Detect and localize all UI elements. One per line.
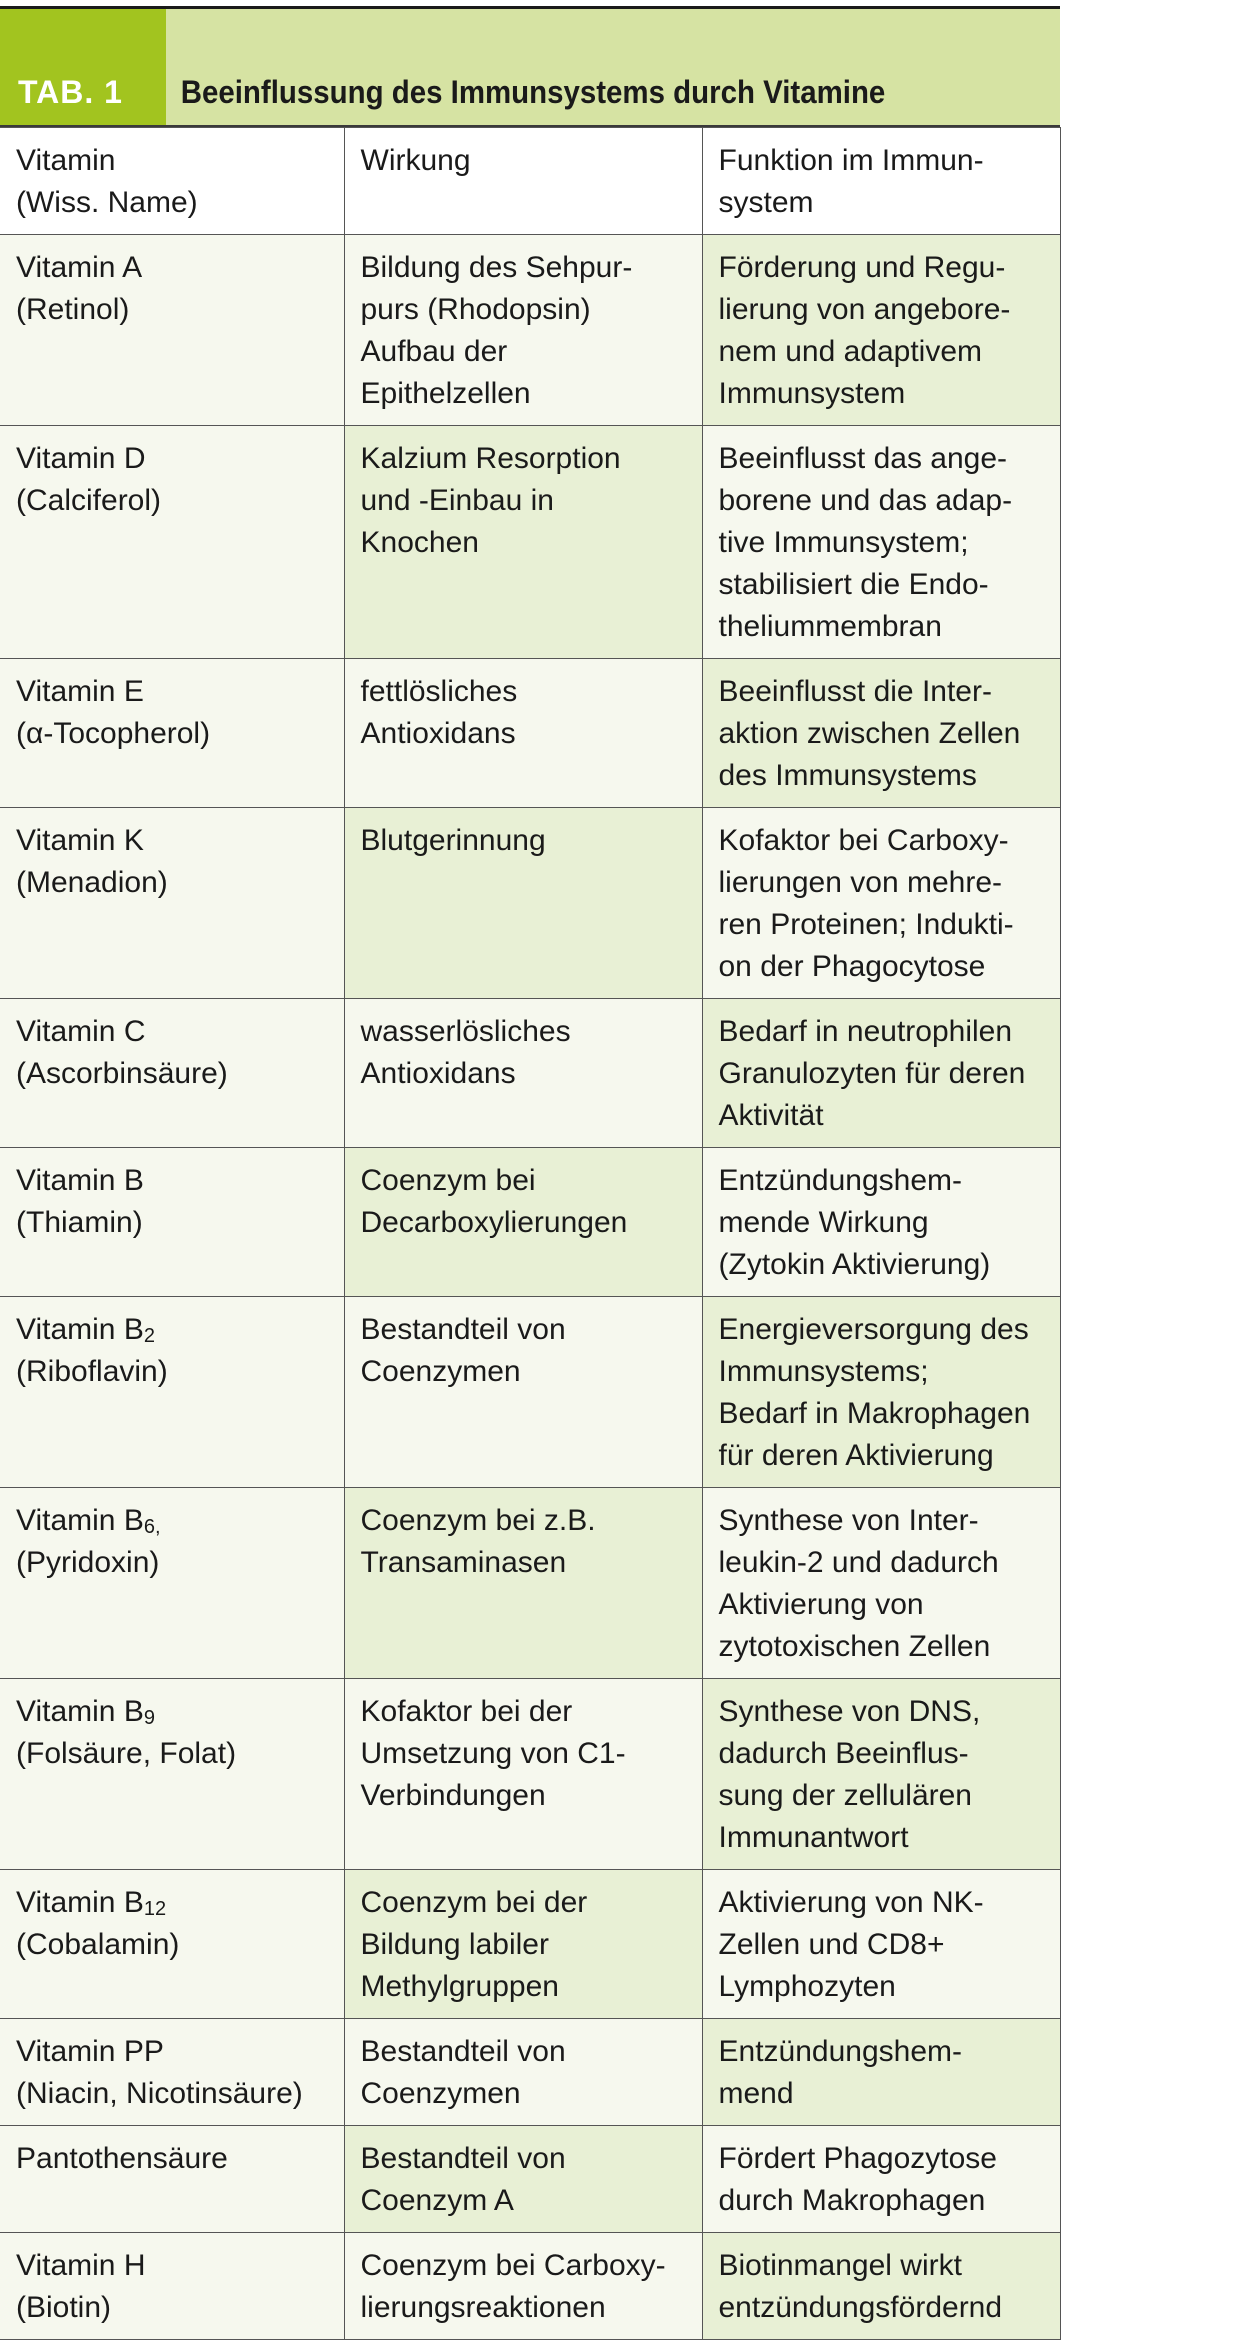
vitamin-name: Vitamin H [16, 2249, 146, 2282]
funktion-line: Kofaktor bei Carboxy- [718, 824, 1009, 857]
wirkung-line: purs (Rhodopsin) [360, 293, 591, 326]
wirkung-line: Coenzym bei [360, 1164, 536, 1197]
vitamin-name: Vitamin B [16, 1164, 144, 1197]
vitamin-label [16, 1882, 330, 1924]
vitamin-name: Vitamin A [16, 251, 143, 284]
table-row [0, 2126, 1060, 2233]
table-row [0, 1870, 1060, 2019]
wirkung-line: Coenzym bei Carboxy- [360, 2249, 666, 2282]
header-wirkung [344, 128, 702, 235]
header-vitamin [0, 128, 344, 235]
vitamin-label [16, 438, 330, 480]
funktion-line: (Zytokin Aktivierung) [718, 1248, 991, 1281]
funktion-line: Aktivierung von [718, 1588, 924, 1621]
cell-vitamin [0, 2126, 344, 2233]
cell-funktion [702, 659, 1060, 808]
cell-wirkung [344, 1870, 702, 2019]
scientific-name: (Cobalamin) [16, 1928, 180, 1961]
funktion-line: lierung von angebore- [718, 293, 1011, 326]
wirkung-line: Bestandteil von [360, 1313, 566, 1346]
cell-vitamin [0, 426, 344, 659]
wirkung-line: Knochen [360, 526, 479, 559]
cell-funktion [702, 1297, 1060, 1488]
funktion-line: entzündungsfördernd [718, 2291, 1003, 2324]
scientific-name: (Calciferol) [16, 484, 162, 517]
vitamin-name: Pantothensäure [16, 2142, 228, 2175]
scientific-name: (Menadion) [16, 866, 168, 899]
funktion-line: Synthese von Inter- [718, 1504, 979, 1537]
cell-funktion [702, 235, 1060, 426]
funktion-line: Beeinflusst die Inter- [718, 675, 992, 708]
vitamin-name: Vitamin D [16, 442, 146, 475]
funktion-line: Energieversorgung des [718, 1313, 1029, 1346]
funktion-line: on der Phagocytose [718, 950, 986, 983]
vitamin-label [16, 671, 330, 713]
cell-funktion [702, 2019, 1060, 2126]
funktion-line: Entzündungshem- [718, 1164, 962, 1197]
funktion-line: ren Proteinen; Indukti- [718, 908, 1014, 941]
vitamin-label [16, 1309, 330, 1351]
cell-wirkung [344, 1488, 702, 1679]
cell-wirkung [344, 1297, 702, 1488]
scientific-name: (Thiamin) [16, 1206, 143, 1239]
wirkung-line: Decarboxylierungen [360, 1206, 628, 1239]
vitamin-label [16, 1160, 330, 1202]
cell-wirkung [344, 659, 702, 808]
wirkung-line: fettlösliches [360, 675, 518, 708]
funktion-line: Biotinmangel wirkt [718, 2249, 962, 2282]
funktion-line: Immunsystem [718, 377, 906, 410]
header-vitamin-line: (Wiss. Name) [16, 186, 198, 219]
wirkung-line: Antioxidans [360, 717, 516, 750]
wirkung-line: Verbindungen [360, 1779, 546, 1812]
wirkung-line: Transaminasen [360, 1546, 567, 1579]
table-row [0, 2019, 1060, 2126]
funktion-line: Lymphozyten [718, 1970, 896, 2003]
vitamin-name: Vitamin B [16, 1313, 144, 1346]
wirkung-line: und -Einbau in [360, 484, 554, 517]
funktion-line: stabilisiert die Endo- [718, 568, 989, 601]
table-title: Beeinflussung des Immunsystems durch Vitamine [180, 74, 886, 110]
vitamin-label [16, 2138, 330, 2180]
funktion-line: sung der zellulären [718, 1779, 972, 1812]
cell-funktion [702, 808, 1060, 999]
vitamin-table [0, 6, 1060, 2340]
wirkung-line: Coenzym bei der [360, 1886, 588, 1919]
table-row [0, 2233, 1060, 2340]
wirkung-line: Bildung labiler [360, 1928, 549, 1961]
table-number-label: TAB. 1 [0, 9, 166, 125]
funktion-line: Aktivität [718, 1099, 824, 1132]
vitamin-label [16, 2031, 330, 2073]
cell-vitamin [0, 999, 344, 1148]
funktion-line: Synthese von DNS, [718, 1695, 981, 1728]
wirkung-line: Bildung des Sehpur- [360, 251, 633, 284]
funktion-line: des Immunsystems [718, 759, 977, 792]
scientific-name: (Pyridoxin) [16, 1546, 160, 1579]
cell-wirkung [344, 808, 702, 999]
cell-funktion [702, 426, 1060, 659]
vitamin-name: Vitamin B [16, 1886, 144, 1919]
vitamin-name: Vitamin B [16, 1504, 144, 1537]
funktion-line: Bedarf in Makrophagen [718, 1397, 1031, 1430]
wirkung-line: Antioxidans [360, 1057, 516, 1090]
wirkung-line: Coenzymen [360, 1355, 521, 1388]
vitamin-subscript: 9 [143, 1707, 155, 1729]
wirkung-line: Coenzym bei z.B. [360, 1504, 596, 1537]
funktion-line: Beeinflusst das ange- [718, 442, 1008, 475]
funktion-line: borene und das adap- [718, 484, 1013, 517]
funktion-line: dadurch Beeinflus- [718, 1737, 969, 1770]
table-title-bar [0, 9, 1060, 127]
funktion-line: tive Immunsystem; [718, 526, 969, 559]
cell-funktion [702, 2126, 1060, 2233]
scientific-name: (α-Tocopherol) [16, 717, 211, 750]
vitamin-subscript: 6, [143, 1516, 161, 1538]
cell-wirkung [344, 2126, 702, 2233]
vitamin-label [16, 247, 330, 289]
cell-wirkung [344, 1679, 702, 1870]
cell-funktion [702, 1488, 1060, 1679]
funktion-line: mende Wirkung [718, 1206, 929, 1239]
funktion-line: Bedarf in neutrophilen [718, 1015, 1013, 1048]
wirkung-line: Methylgruppen [360, 1970, 559, 2003]
cell-funktion [702, 1679, 1060, 1870]
table-header-row [0, 128, 1060, 235]
vitamin-data-table [0, 127, 1061, 2340]
cell-vitamin [0, 235, 344, 426]
vitamin-label [16, 1011, 330, 1053]
cell-funktion [702, 999, 1060, 1148]
table-row [0, 808, 1060, 999]
header-wirkung-line: Wirkung [360, 144, 471, 177]
cell-vitamin [0, 1870, 344, 2019]
header-vitamin-line: Vitamin [16, 144, 116, 177]
funktion-line: durch Makrophagen [718, 2184, 986, 2217]
vitamin-subscript: 12 [143, 1898, 167, 1920]
funktion-line: aktion zwischen Zellen [718, 717, 1021, 750]
funktion-line: zytotoxischen Zellen [718, 1630, 991, 1663]
scientific-name: (Folsäure, Folat) [16, 1737, 237, 1770]
funktion-line: theliummembran [718, 610, 942, 643]
funktion-line: mend [718, 2077, 794, 2110]
cell-funktion [702, 2233, 1060, 2340]
table-row [0, 659, 1060, 808]
cell-wirkung [344, 235, 702, 426]
vitamin-name: Vitamin B [16, 1695, 144, 1728]
vitamin-label [16, 2245, 330, 2287]
scientific-name: (Ascorbinsäure) [16, 1057, 228, 1090]
cell-wirkung [344, 2019, 702, 2126]
wirkung-line: Blutgerinnung [360, 824, 546, 857]
table-row [0, 1148, 1060, 1297]
header-funktion-line: Funktion im Immun- [718, 144, 984, 177]
cell-wirkung [344, 999, 702, 1148]
wirkung-line: wasserlösliches [360, 1015, 571, 1048]
vitamin-label [16, 1691, 330, 1733]
cell-vitamin [0, 1679, 344, 1870]
cell-vitamin [0, 1148, 344, 1297]
table-row [0, 426, 1060, 659]
wirkung-line: Aufbau der [360, 335, 508, 368]
wirkung-line: Coenzym A [360, 2184, 514, 2217]
vitamin-name: Vitamin C [16, 1015, 146, 1048]
table-row [0, 1297, 1060, 1488]
wirkung-line: lierungsreaktionen [360, 2291, 606, 2324]
wirkung-line: Bestandteil von [360, 2035, 566, 2068]
funktion-line: Immunsystems; [718, 1355, 929, 1388]
wirkung-line: Kofaktor bei der [360, 1695, 573, 1728]
header-funktion [702, 128, 1060, 235]
cell-vitamin [0, 808, 344, 999]
funktion-line: nem und adaptivem [718, 335, 982, 368]
scientific-name: (Riboflavin) [16, 1355, 168, 1388]
wirkung-line: Kalzium Resorption [360, 442, 621, 475]
funktion-line: Granulozyten für deren [718, 1057, 1026, 1090]
funktion-line: Förderung und Regu- [718, 251, 1006, 284]
vitamin-name: Vitamin PP [16, 2035, 164, 2068]
funktion-line: Aktivierung von NK- [718, 1886, 984, 1919]
wirkung-line: Coenzymen [360, 2077, 521, 2110]
funktion-line: Zellen und CD8+ [718, 1928, 945, 1961]
scientific-name: (Niacin, Nicotinsäure) [16, 2077, 303, 2110]
vitamin-subscript: 2 [143, 1325, 155, 1347]
wirkung-line: Epithelzellen [360, 377, 531, 410]
cell-funktion [702, 1148, 1060, 1297]
cell-vitamin [0, 1488, 344, 1679]
table-row [0, 235, 1060, 426]
cell-wirkung [344, 1148, 702, 1297]
table-row [0, 1679, 1060, 1870]
header-funktion-line: system [718, 186, 814, 219]
cell-vitamin [0, 2233, 344, 2340]
vitamin-label [16, 1500, 330, 1542]
table-row [0, 999, 1060, 1148]
funktion-line: Fördert Phagozytose [718, 2142, 997, 2175]
funktion-line: lierungen von mehre- [718, 866, 1002, 899]
wirkung-line: Bestandteil von [360, 2142, 566, 2175]
cell-wirkung [344, 426, 702, 659]
funktion-line: für deren Aktivierung [718, 1439, 994, 1472]
cell-vitamin [0, 2019, 344, 2126]
cell-wirkung [344, 2233, 702, 2340]
funktion-line: Entzündungshem- [718, 2035, 962, 2068]
cell-vitamin [0, 659, 344, 808]
table-row [0, 1488, 1060, 1679]
cell-vitamin [0, 1297, 344, 1488]
wirkung-line: Umsetzung von C1- [360, 1737, 626, 1770]
scientific-name: (Biotin) [16, 2291, 112, 2324]
scientific-name: (Retinol) [16, 293, 130, 326]
vitamin-label [16, 820, 330, 862]
funktion-line: Immunantwort [718, 1821, 909, 1854]
vitamin-name: Vitamin E [16, 675, 144, 708]
funktion-line: leukin-2 und dadurch [718, 1546, 999, 1579]
vitamin-name: Vitamin K [16, 824, 144, 857]
cell-funktion [702, 1870, 1060, 2019]
